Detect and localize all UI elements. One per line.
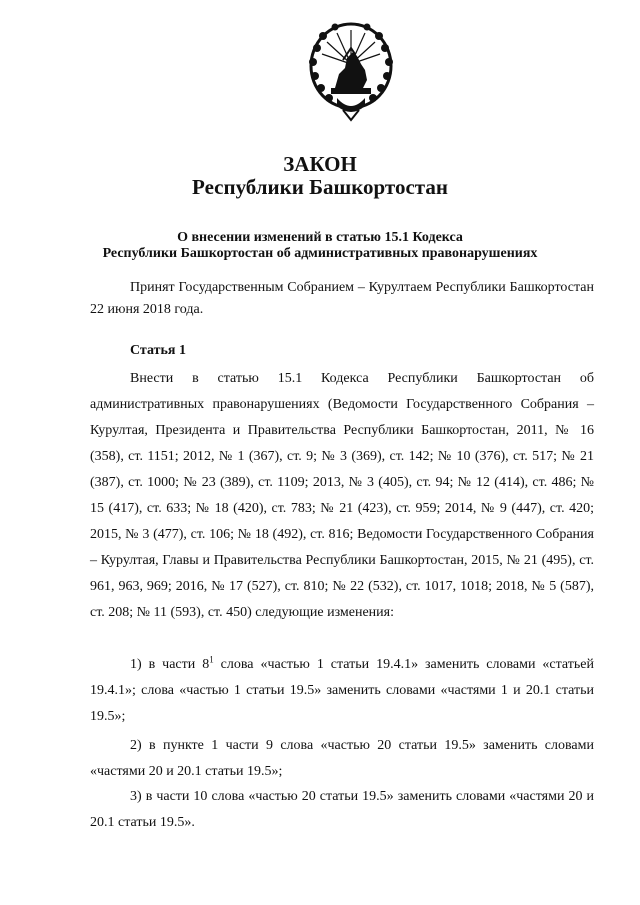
amendment-item-1-end: слова «частью 1 статьи 19.4.1» заменить словами «статьей 19.4.1»; слова «частью 1 статьи 19.5» заменить словами «частями 1 и 20.1 статьи 19.5»; (90, 657, 594, 724)
subject-line-1: О внесении изменений в статью 15.1 Кодекса (177, 230, 463, 245)
amendment-item-2: 2) в пункте 1 части 9 слова «частью 20 статьи 19.5» заменить словами «частями 20 и 20.1 статьи 19.5»; (90, 738, 594, 779)
amendment-item-1-start: 1) в части 8 (130, 657, 210, 672)
amendment-item-1 (90, 652, 594, 730)
subject-line-2: Республики Башкортостан об административных правонарушениях (102, 246, 538, 261)
article-heading: Статья 1 (130, 343, 186, 358)
coat-of-arms-icon (307, 18, 395, 122)
issuer-title: Республики Башкортостан (192, 175, 448, 199)
document-type-title: ЗАКОН (283, 152, 357, 176)
adoption-note: Принят Государственным Собранием – Курултаем Республики Башкортостан 22 июня 2018 года. (90, 280, 594, 317)
article-intro-paragraph: Внести в статью 15.1 Кодекса Республики Башкортостан об административных правонарушениях (Ведомости Государственного Собрания – Курултая, Президента и Правительства Республики Башкортостан, 2011, № 16 (358), ст. 1151; 2012, № 1 (367), ст. 9; № 3 (369), ст. 142; № 10 (376), ст. 517; № 21 (387), ст. 1000; № 23 (389), ст. 1109; 2013, № 3 (405), ст. 94; № 12 (414), ст. 486; № 15 (417), ст. 633; № 18 (420), ст. 783; № 21 (423), ст. 959; 2014, № 9 (447), ст. 420; 2015, № 3 (477), ст. 106; № 18 (492), ст. 816; Ведомости Государственного Собрания – Курултая, Главы и Правительства Республики Башкортостан, 2015, № 21 (495), ст. 961, 963, 969; 2016, № 17 (527), ст. 810; № 22 (532), ст. 1017, 1018; 2018, № 5 (587), ст. 208; № 11 (593), ст. 450) следующие изменения: (90, 371, 594, 620)
amendment-item-3: 3) в части 10 слова «частью 20 статьи 19.5» заменить словами «частями 20 и 20.1 статьи 19.5». (90, 789, 594, 830)
amendment-item-1-superscript: 1 (209, 654, 214, 665)
